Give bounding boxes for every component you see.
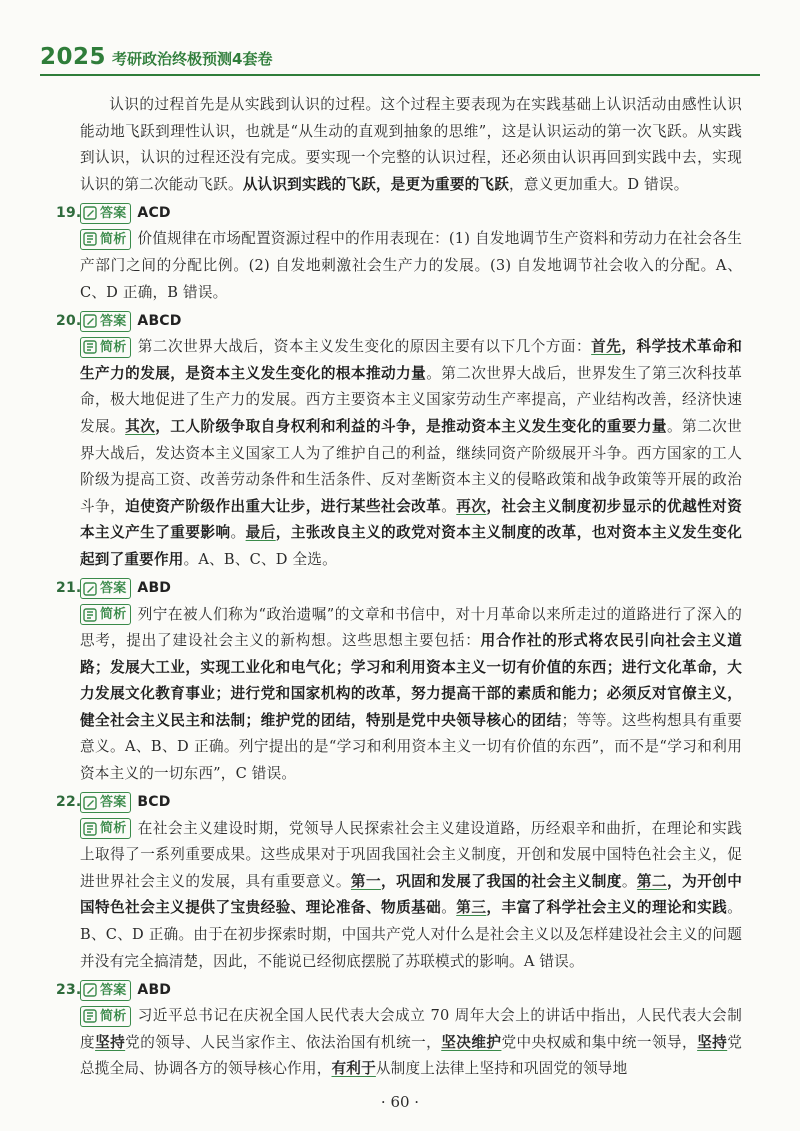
book-icon [83, 1009, 97, 1023]
answer-content [56, 92, 743, 1083]
pencil-icon [83, 796, 97, 810]
analysis-tag: 简析 [80, 604, 131, 625]
analysis-tag: 简析 [80, 1006, 131, 1027]
book-icon [83, 340, 97, 354]
answer-tag: 答案 [80, 311, 131, 332]
question-number: 20. [56, 312, 82, 329]
question-21 [56, 576, 743, 788]
pencil-icon [83, 983, 97, 997]
header-year: 2025 [40, 44, 107, 70]
question-19 [56, 200, 742, 306]
book-icon [83, 822, 97, 836]
header-divider [40, 74, 760, 76]
analysis-tag: 简析 [80, 818, 131, 839]
analysis-paragraph: 简析 列宁在被人们称为“政治遗嘱”的文章和书信中，对十月革命以来所走过的道路进行了深入的思考，提出了建设社会主义的新构想。这些思想主要包括：用合作社的形式将农民引向社会主义道路；发展大工业，实现工业化和电气化；学习和利用资本主义一切有价值的东西；进行文化革命，大力发展文化教育事业；进行党和国家机构的改革，努力提高干部的素质和能力；必须反对官僚主义，健全社会主义民主和法制；维护党的团结，特别是党中央领导核心的团结；等等。这些构想具有重要意义。A、B、D 正确。列宁提出的是“学习和利用资本主义一切有价值的东西”，而不是“学习和利用资本主义的一切东西”，C 错误。 [80, 605, 743, 783]
question-20 [56, 308, 743, 573]
question-22 [56, 790, 743, 976]
answer-tag: 答案 [80, 980, 131, 1001]
question-number: 23. [56, 981, 82, 998]
answer-value: ABD [137, 981, 172, 998]
question-number: 21. [56, 580, 82, 597]
pencil-icon [83, 582, 97, 596]
pencil-icon [83, 314, 97, 328]
page-number: · 60 · [380, 1093, 420, 1111]
intro-paragraph: 认识的过程首先是从实践到认识的过程。这个过程主要表现为在实践基础上认识活动由感性认识能动地飞跃到理性认识，也就是“从生动的直观到抽象的思维”，这是认识运动的第一次飞跃。从实践到认识，认识的过程还没有完成。要实现一个完整的认识过程，还必须由认识再回到实践中去，实现认识的第二次能动飞跃。从认识到实践的飞跃，是更为重要的飞跃，意义更加重大。D 错误。 [80, 96, 742, 193]
analysis-paragraph: 简析 习近平总书记在庆祝全国人民代表大会成立 70 周年大会上的讲话中指出，人民代表大会制度坚持党的领导、人民当家作主、依法治国有机统一，坚决维护党中央权威和集中统一领导，坚持党总揽全局、协调各方的领导核心作用，有利于从制度上法律上坚持和巩固党的领导地 [80, 1007, 742, 1078]
book-icon [83, 608, 97, 622]
analysis-tag: 简析 [80, 337, 131, 358]
book-icon [83, 232, 97, 246]
answer-value: ACD [137, 205, 171, 222]
question-23 [56, 977, 742, 1083]
answer-value: ABD [137, 580, 172, 597]
pencil-icon [83, 206, 97, 220]
question-number: 22. [56, 794, 82, 811]
answer-tag: 答案 [80, 792, 131, 813]
page-header [40, 44, 272, 70]
analysis-paragraph: 简析 第二次世界大战后，资本主义发生变化的原因主要有以下几个方面：首先，科学技术革命和生产力的发展，是资本主义发生变化的根本推动力量。第二次世界大战后，世界发生了第三次科技革命，极大地促进了生产力的发展。西方主要资本主义国家劳动生产率提高，产业结构改善，经济快速发展。其次，工人阶级争取自身权利和利益的斗争，是推动资本主义发生变化的重要力量。第二次世界大战后，发达资本主义国家工人为了维护自己的利益，继续同资产阶级展开斗争。西方国家的工人阶级为提高工资、改善劳动条件和生活条件、反对垄断资本主义的侵略政策和战争政策等开展的政治斗争，迫使资产阶级作出重大让步，进行某些社会改革。再次，社会主义制度初步显示的优越性对资本主义产生了重要影响。最后，主张改良主义的政党对资本主义制度的改革，也对资本主义发生变化起到了重要作用。A、B、C、D 全选。 [80, 338, 743, 568]
answer-value: BCD [137, 794, 171, 811]
analysis-paragraph: 简析 在社会主义建设时期，党领导人民探索社会主义建设道路，历经艰辛和曲折，在理论和实践上取得了一系列重要成果。这些成果对于巩固我国社会主义制度，开创和发展中国特色社会主义，促进世界社会主义的发展，具有重要意义。第一，巩固和发展了我国的社会主义制度。第二，为开创中国特色社会主义提供了宝贵经验、理论准备、物质基础。第三，丰富了科学社会主义的理论和实践。B、C、D 正确。由于在初步探索时期，中国共产党人对什么是社会主义以及怎样建设社会主义的问题并没有完全搞清楚，因此，不能说已经彻底摆脱了苏联模式的影响。A 错误。 [80, 819, 743, 970]
answer-tag: 答案 [80, 203, 131, 224]
analysis-tag: 简析 [80, 229, 131, 250]
analysis-paragraph: 简析 价值规律在市场配置资源过程中的作用表现在：(1) 自发地调节生产资料和劳动力在社会各生产部门之间的分配比例。(2) 自发地刺激社会生产力的发展。(3) 自发地调节社会收入的分配。A、C、D 正确，B 错误。 [80, 230, 742, 301]
header-title: 考研政治终极预测4套卷 [112, 50, 273, 68]
answer-tag: 答案 [80, 578, 131, 599]
question-number: 19. [56, 205, 82, 222]
answer-value: ABCD [137, 312, 182, 329]
